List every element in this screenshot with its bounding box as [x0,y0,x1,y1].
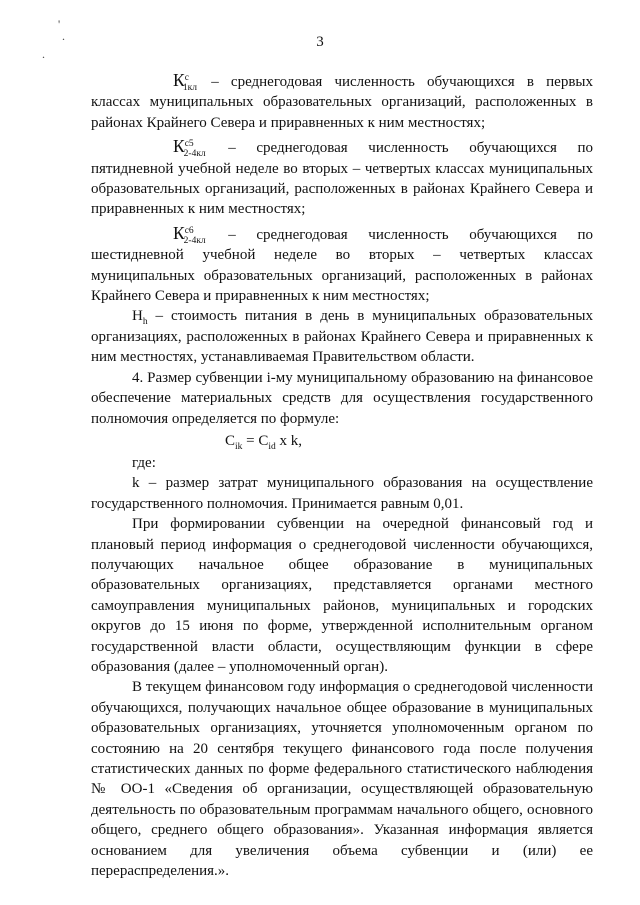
formula-symbol: $К^{c5}_{2-4кл}$ [173,136,206,160]
formula-symbol: $Н_h$ [132,308,148,328]
formula-symbol: $К^{c6}_{2-4кл}$ [173,222,206,246]
definition-nh: $Н_h$ – стоимость питания в день в муниципальных образовательных организациях, расположенных в районах Крайнего Севера и приравненных к ним местностях, устанавливаемая Правительством области. [91,308,593,366]
margin-mark: . [62,29,65,43]
current-year-paragraph: В текущем финансовом году информация о среднегодовой численности обучающихся, получающих начальное общее образование в муниципальных образовательных организациях, уточняется уполномоченным органом по состоянию на 20 сентября текущего финансового года после получения статистических данных по форме федерального статистического наблюдения № ОО-1 «Сведения об организации, осуществляющей образовательную деятельность по образовательным программам начального общего, основного общего, среднего общего образования». Указанная информация является основанием для увеличения объема субвенции и (или) ее перераспределения.». [91,679,593,880]
where-label: где: [132,454,156,471]
k-definition: k – размер затрат муниципального образования на осуществление государственного полномочия. Принимается равным 0,01. [91,475,593,512]
formula-symbol: $К^c_{1кл}$ [173,70,198,93]
document-body [91,70,593,881]
margin-mark: . [42,47,45,61]
section-4-paragraph: 4. Размер субвенции i-му муниципальному образованию на финансовое обеспечение материальных средств для осуществления государственного полномочия определяется по формуле: [91,369,593,427]
forming-paragraph: При формировании субвенции на очередной финансовый год и плановый период информация о среднегодовой численности обучающихся, получающих начальное общее образование в муниципальных образовательных организациях, представляется органами местного самоуправления муниципальных районов, муниципальных и городских округов до 15 июня по форме, утвержденной исполнительным органом государственной власти области, осуществляющим функции в сфере образования (далее – уполномоченный орган). [91,516,593,675]
definition-k2-4-c6: $К^{c6}_{2-4кл}$ – среднегодовая численность обучающихся по шестидневной учебной неделе во вторых – четвертых классах муниципальных образовательных организаций, расположенных в районах Крайнего Севера и приравненных к ним местностях; [91,222,593,305]
definition-k2-4-c5: $К^{c5}_{2-4кл}$ – среднегодовая численность обучающихся по пятидневной учебной неделе во вторых – четвертых классах муниципальных образовательных организаций, расположенных в районах Крайнего Севера и приравненных к ним местностях; [91,136,593,218]
page-number: 3 [316,34,324,50]
formula: $C_{ik} = C_{id}$ x k, [225,432,303,452]
definition-k1: $К^c_{1кл}$ – среднегодовая численность обучающихся в первых классах муниципальных образовательных организаций, расположенных в районах Крайнего Севера и приравненных к ним местностях; [91,70,593,131]
margin-mark: ' [58,17,61,31]
